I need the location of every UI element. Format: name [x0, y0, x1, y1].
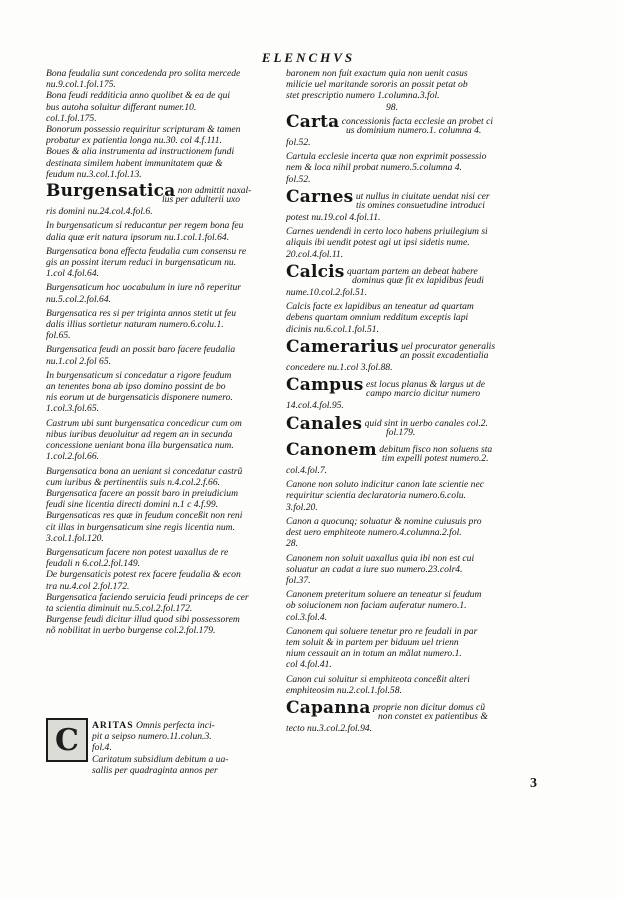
- entry-line: destinata similem habent immunitatem quæ &: [46, 157, 223, 169]
- entry-line: dest uero emphiteote numero.4.columna.2.fol.: [286, 527, 462, 539]
- entry-line: ris domini nu.24.col.4.fol.6.: [46, 206, 153, 218]
- headword-entry-canales: [286, 415, 548, 438]
- entry-line: In burgensaticum si concedatur a rigore feudum: [46, 369, 232, 381]
- entry-line: requiritur scientia declaratoria numero.6.colu.: [286, 490, 466, 502]
- entry: [46, 614, 286, 636]
- entry-line: us dominium numero.1. columna 4.: [346, 124, 482, 136]
- entry-line: Burgensatica res si per triginta annos stetit ut feu: [46, 307, 237, 319]
- entry-line: nu.1.col 2.fol 65.: [46, 355, 112, 367]
- entry-line: baronem non fuit exactum quia non uenit casus: [286, 68, 468, 79]
- entry: [286, 589, 548, 623]
- entry: [46, 370, 286, 415]
- entry-line: ob soiucionem non faciam auferatur numero.1.: [286, 600, 467, 612]
- entry: [46, 344, 286, 366]
- caritas-entry: [46, 718, 286, 798]
- entry-line: 14.col.4.fol.95.: [286, 400, 344, 412]
- entry-line: Burgensatica facere an possit baro in preiudicium: [46, 487, 239, 499]
- headword-entry-campus: [286, 376, 548, 411]
- entry: [46, 466, 286, 488]
- entry: [46, 68, 286, 90]
- entry-line: fol.65.: [46, 330, 71, 342]
- entry-line: tis omines consuetudine introduci: [356, 199, 485, 211]
- entry-line: nibus iuribus deuoluitur ad regem an in secunda: [46, 428, 233, 440]
- entry-line: 3.fol.20.: [286, 501, 318, 513]
- entry-line: fol.52.: [286, 173, 311, 185]
- headword-tail: proprie non dicitur domus cũ: [373, 701, 486, 713]
- entry-line: ta scientia diminuit nu.5.col.2.fol.172.: [46, 602, 193, 614]
- right-column: [286, 68, 548, 734]
- entry-line: Burgensaticum facere non potest uaxallus de re: [46, 546, 229, 558]
- headword: Carnes: [286, 186, 354, 207]
- entry-line: Canonem qui soluere tenetur pro re feudali in par: [286, 625, 478, 637]
- entry-line: tim expelli potest numero.2.: [382, 452, 489, 464]
- entry-line: cum iuribus & pertinentiis suis n.4.col.2.f.66.: [46, 476, 221, 488]
- entry: [46, 246, 286, 280]
- entry: [286, 68, 548, 113]
- entry: [46, 488, 286, 510]
- entry-line: De burgensaticis potest rex facere feudalia & econ: [46, 569, 241, 581]
- headword: Canales: [286, 413, 363, 434]
- entry-line: cit illas in burgensaticum sine regis licentia num.: [46, 521, 236, 533]
- entry-line: Bonorum possessio requiritur scripturam & tamen: [46, 124, 241, 136]
- headword-tail: non admittit naxal-: [177, 185, 252, 197]
- entry-line: an possit excadentialia: [400, 349, 489, 361]
- entry-line: stet prescriptio numero 1.columna.3.fol.: [286, 90, 440, 102]
- entry-line: probatur ex patientia longa nu.30. col 4.f.111.: [46, 135, 222, 147]
- entry: [286, 226, 548, 260]
- entry: [286, 151, 548, 185]
- entry-line: Cartula ecclesie incerta quæ non exprimit possessio: [286, 151, 487, 163]
- entry-line: fol.52.: [286, 137, 311, 149]
- entry-line: In burgensaticum si reducantur per regem bona feu: [46, 220, 244, 232]
- headword: Campus: [286, 375, 364, 396]
- entry-line: fol.179.: [386, 426, 416, 438]
- entry: [286, 674, 548, 696]
- headword-tail: uel procurator generalis: [401, 340, 496, 352]
- entry: [286, 479, 548, 513]
- headword-tail: concessionis facta ecclesie an probet ci: [341, 115, 494, 127]
- entry-line: tecto nu.3.col.2.fol.94.: [286, 723, 373, 735]
- entry-line: Canonem non soluit uaxallus quia ibi non est cui: [286, 552, 475, 564]
- entry-line: an tenentes bona ab ipso domino possint de bo: [46, 381, 226, 393]
- entry-line: gis an possint iterum reduci in burgensaticum nu.: [46, 257, 237, 269]
- headword-tail: quartam partem an debeat habere: [347, 265, 478, 277]
- entry-line: nium cessauit an in totum an mãlat numero.1.: [286, 648, 462, 660]
- headword-entry-camerarius: [286, 338, 548, 373]
- entry-line: 1.col.3.fol.65.: [46, 403, 100, 415]
- headword-entry-carnes: [286, 188, 548, 223]
- entry-line: Burgensaticum hoc uocabulum in iure nõ reperitur: [46, 282, 242, 294]
- entry-line: campo marcio dicitur numero: [366, 388, 481, 400]
- entry-line: 28.: [286, 538, 298, 550]
- entry-line: fol.4.: [92, 742, 112, 754]
- headword-entry-capanna: [286, 699, 548, 734]
- page-header: ELENCHVS: [261, 50, 356, 65]
- entry-line: aliquis ibi uendit potest agi ut ipsi sidetis nume.: [286, 237, 470, 249]
- entry: [286, 516, 548, 550]
- headword-tail: est locus planus & largus ut de: [365, 379, 486, 391]
- caritas-text: [92, 720, 228, 776]
- entry-line: Burgensatica faciendo seruicia feudi princeps de cer: [46, 591, 249, 603]
- entry-line: col.3.fol.4.: [286, 611, 328, 623]
- entry-line: Canone non soluto indicitur canon late scientie nec: [286, 479, 484, 491]
- entry-line: pit a seipso numero.11.colun.3.: [92, 731, 212, 743]
- entry-line: dalis illius sortietur naturam numero.6.colu.1.: [46, 319, 224, 331]
- headword: Camerarius: [286, 336, 399, 357]
- headword-entry-canonem: [286, 441, 548, 476]
- entry-line: Burgensatica bona effecta feudalia cum consensu re: [46, 245, 247, 257]
- entry-line: potest nu.19.col 4.fol.11.: [286, 212, 381, 224]
- entry-line: non constet ex patientibus &: [378, 710, 488, 722]
- entry-line: Burgensatica feudi an possit baro facere feudalia: [46, 344, 236, 356]
- entry-line: feudum nu.3.col.1.fol.13.: [46, 168, 142, 180]
- entry: [46, 124, 286, 146]
- entry-line: Canon cui soluitur si emphiteota conceßit alteri: [286, 673, 470, 685]
- entry-line: sallis per quadraginta annos per: [92, 764, 218, 776]
- entry-line: nem & loca nihil probat numero.5.columna 4.: [286, 162, 462, 174]
- headword: Carta: [286, 111, 340, 132]
- entry-line: debens quartam omnium redditum exceptis lapi: [286, 312, 469, 324]
- decorated-initial: C: [46, 718, 88, 762]
- entry: [46, 308, 286, 342]
- entry-line: col 4.fol.41.: [286, 659, 332, 671]
- entry-line: nis eorum ut de burgensaticis disponere numero.: [46, 392, 233, 404]
- entry-line: feudali n 6.col.2.fol.149.: [46, 558, 141, 570]
- entry-line: bus autoha soluitur differant numer.10.: [46, 101, 197, 113]
- headword: Calcis: [286, 261, 345, 282]
- entry-line: 98.: [386, 101, 398, 113]
- headword-tail: ut nullus in ciuitate uendat nisi cer: [355, 190, 490, 202]
- entry: [286, 553, 548, 587]
- entry-line: concedere nu.1.col 3.fol.88.: [286, 362, 393, 374]
- entry-line: dominus quæ fit ex lapidibus feudi: [352, 274, 484, 286]
- signature-mark: 3: [530, 776, 537, 791]
- entry-line: Calcis facte ex lapidibus an teneatur ad quartam: [286, 301, 474, 313]
- entry-line: nume.10.col.2.fol.51.: [286, 287, 368, 299]
- entry-line: col.4.fol.7.: [286, 465, 328, 477]
- entry-line: Caritatum subsidium debitum a ua-: [92, 753, 229, 765]
- entry-line: 1.col.2.fol.66.: [46, 451, 100, 463]
- entry-line: soluatur an cadat a iure suo numero.23.colr4.: [286, 563, 463, 575]
- entry: [46, 282, 286, 304]
- entry-line: Omnis perfecta inci-: [135, 720, 215, 731]
- entry-line: Canonem preteritum soluere an teneatur si feudum: [286, 589, 482, 601]
- entry-line: nu.5.col.2.fol.64.: [46, 293, 112, 305]
- headword-tail: quid sint in uerbo canales col.2.: [364, 417, 488, 429]
- entry-line: Carnes uendendi in certo loco habens priuilegium si: [286, 226, 488, 238]
- entry: [46, 547, 286, 569]
- headword: Canonem: [286, 439, 377, 460]
- entry-line: col.1.fol.175.: [46, 112, 97, 124]
- entry-line: dalia quæ erit natura ipsorum nu.1.col.1.fol.64.: [46, 231, 230, 243]
- entry-line: milicie uel maritande sororis an possit petat ob: [286, 79, 468, 91]
- entry-line: Castrum ubi sunt burgensatica concedicur cum om: [46, 417, 242, 429]
- headword-entry-carta: [286, 113, 548, 148]
- entry-line: Bona feudalia sunt concedenda pro solita mercede: [46, 68, 241, 79]
- entry-line: Bona feudi redditicia anno quolibet & ea de qui: [46, 90, 231, 102]
- entry: [286, 626, 548, 671]
- entry: [46, 220, 286, 242]
- headword-tail: debitum fisco non soluens sta: [379, 443, 493, 455]
- entry-line: tem soluit & in partem per biduum uel trienn: [286, 636, 459, 648]
- entry: [46, 510, 286, 544]
- entry-line: 20.col.4.fol.11.: [286, 248, 344, 260]
- caritas-heading: ARITAS: [92, 720, 134, 731]
- entry-line: fol.37.: [286, 574, 311, 586]
- entry-line: lus per adulterii uxo: [162, 194, 241, 206]
- entry-line: nõ nobilitat in uerbo burgense col.2.fol.179.: [46, 625, 216, 637]
- entry-line: 3.col.1.fol.120.: [46, 532, 104, 544]
- entry-line: 1.col 4.fol.64.: [46, 268, 100, 280]
- entry: [46, 418, 286, 463]
- entry-line: Canon a quocunq; soluatur & nomine cuiusuis pro: [286, 515, 482, 527]
- left-column: [46, 68, 286, 637]
- entry-line: concessione ueniant bona illa burgensatica num.: [46, 440, 234, 452]
- entry-line: Burgensatica bona an ueniant si concedatur castrũ: [46, 465, 243, 477]
- entry: [286, 301, 548, 335]
- entry-line: emphiteosim nu.2.col.1.fol.58.: [286, 684, 402, 696]
- entry: [46, 90, 286, 124]
- headword-entry-burgensatica: [46, 182, 286, 217]
- headword-entry-calcis: [286, 263, 548, 298]
- entry-line: Burgensaticas res quæ in feudum conceßit non reni: [46, 510, 243, 522]
- entry-line: Burgense feudi dicitur illud quod sibi possessorem: [46, 614, 240, 626]
- entry: [46, 146, 286, 180]
- entry-line: nu.9.col.1.fol.175.: [46, 79, 116, 91]
- entry-line: dicinis nu.6.col.1.fol.51.: [286, 323, 380, 335]
- entry-line: feudi sine licentia directi domini n.1 c 4.f.99.: [46, 499, 219, 511]
- headword: Burgensatica: [46, 181, 176, 202]
- entry: [46, 592, 286, 614]
- headword: Capanna: [286, 697, 371, 718]
- entry: [46, 569, 286, 591]
- entry-line: Boues & alia instrumenta ad instructionem fundi: [46, 146, 235, 158]
- entry-line: tra nu.4.col 2.fol.172.: [46, 580, 130, 592]
